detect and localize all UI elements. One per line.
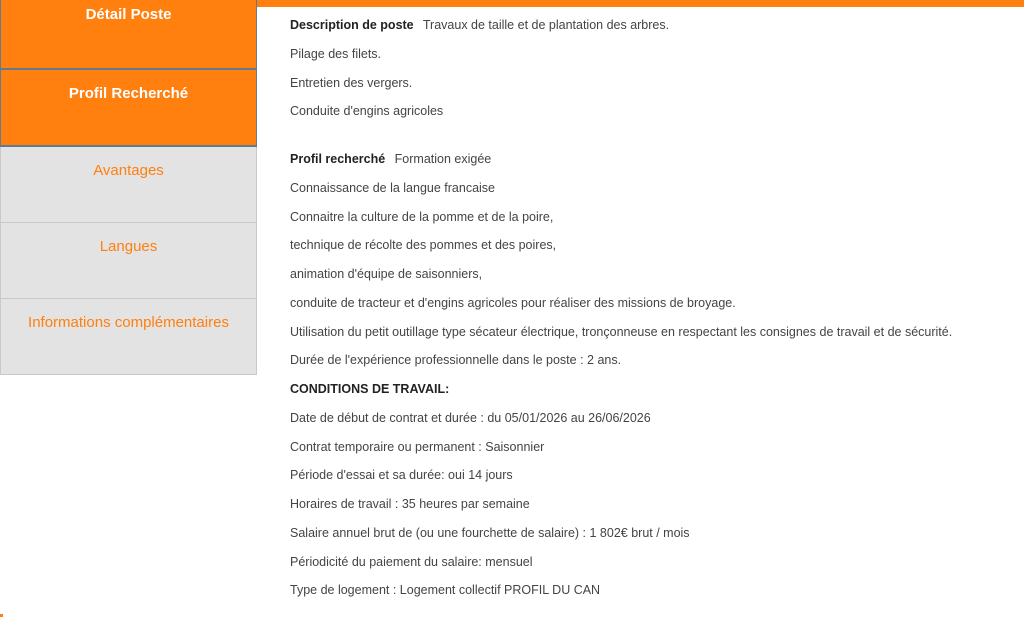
sidebar-tabs [0, 0, 257, 375]
condition-line: Salaire annuel brut de (ou une fourchette de salaire) : 1 802€ brut / mois [290, 525, 690, 540]
profil-line: technique de récolte des pommes et des poires, [290, 238, 557, 253]
conditions-title: CONDITIONS DE TRAVAIL: [290, 382, 450, 396]
description-text: Travaux de taille et de plantation des arbres. [422, 18, 670, 32]
profil-line: Connaissance de la langue francaise [290, 180, 495, 195]
profil-line: conduite de tracteur et d'engins agricoles pour réaliser des missions de broyage. [290, 295, 736, 310]
profil-text: Formation exigée [394, 152, 492, 166]
tab-label: Détail Poste [85, 6, 172, 23]
tab-avantages[interactable] [0, 147, 257, 223]
profil-label: Profil recherché [290, 152, 386, 166]
tab-label: Profil Recherché [68, 85, 189, 102]
tab-profil-recherche[interactable] [0, 70, 257, 147]
condition-line: Contrat temporaire ou permanent : Saisonnier [290, 439, 545, 454]
condition-line: Type de logement : Logement collectif PROFIL DU CAN [290, 583, 601, 598]
top-accent-bar [257, 0, 1024, 7]
condition-line: Horaires de travail : 35 heures par semaine [290, 497, 530, 511]
description-line: Pilage des filets. [290, 46, 382, 61]
description-line: Conduite d'engins agricoles [290, 104, 444, 119]
tab-informations-complementaires[interactable] [0, 299, 257, 375]
condition-line: Périodicité du paiement du salaire: mensuel [290, 554, 533, 569]
profil-line: Utilisation du petit outillage type sécateur électrique, tronçonneuse en respectant les consignes de travail et de sécurité. [290, 324, 953, 339]
description-first-line [290, 15, 1024, 44]
condition-line: Date de début de contrat et durée : du 05/01/2026 au 26/06/2026 [290, 410, 651, 425]
tab-label: Informations complémentaires [28, 314, 229, 331]
description-line: Entretien des vergers. [290, 75, 413, 90]
tab-detail-poste[interactable] [0, 0, 257, 70]
profil-line: Connaitre la culture de la pomme et de la poire, [290, 209, 554, 224]
tab-label: Langues [99, 238, 158, 255]
tab-label: Avantages [93, 162, 164, 179]
tab-langues[interactable] [0, 223, 257, 299]
profil-line: Durée de l'expérience professionnelle dans le poste : 2 ans. [290, 353, 622, 368]
job-content [290, 15, 1024, 609]
condition-line: Période d'essai et sa durée: oui 14 jours [290, 468, 513, 483]
section-gap [290, 130, 1024, 149]
description-label: Description de poste [290, 18, 414, 32]
profil-first-line [290, 149, 1024, 178]
profil-line: animation d'équipe de saisonniers, [290, 267, 483, 281]
